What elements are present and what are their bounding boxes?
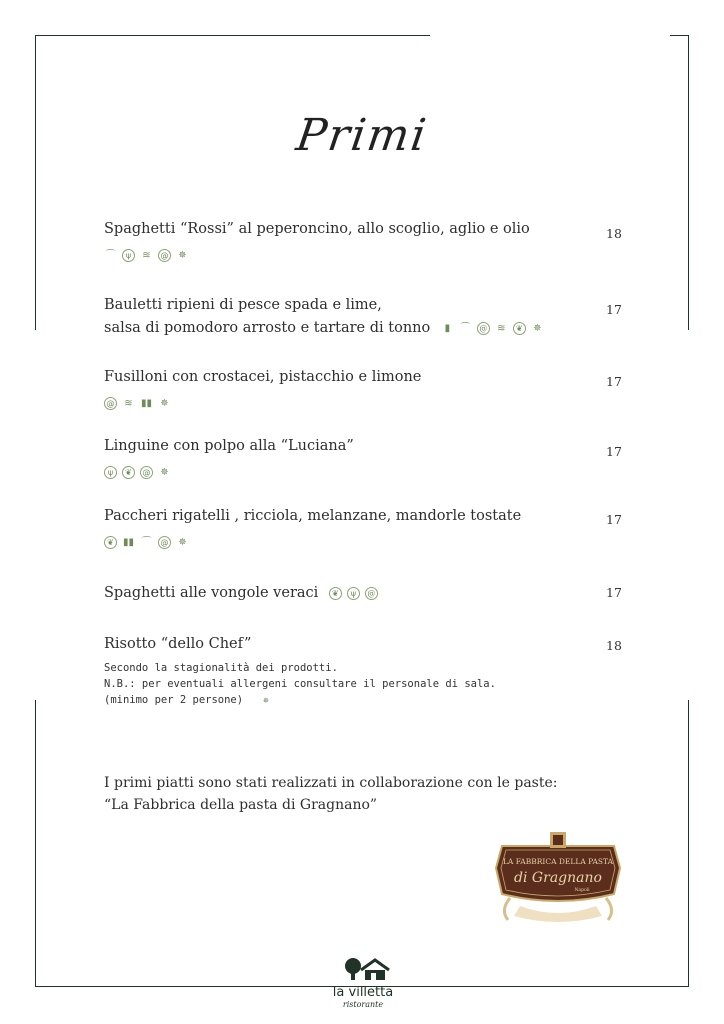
gluten-icon: ✵: [178, 250, 187, 261]
fish-icon: ≋: [142, 250, 151, 261]
allergen-icons: [104, 466, 624, 479]
risotto-note: [104, 660, 496, 708]
allergen-icons: [104, 249, 624, 262]
price: 17: [606, 585, 622, 600]
celery-icon: ❦: [104, 536, 117, 549]
nuts-icon: ▮▮: [122, 537, 134, 548]
collab-line: I primi piatti sono stati realizzati in collaborazione con le paste:: [104, 775, 558, 791]
celery-icon: ❦: [513, 322, 526, 335]
price: 17: [606, 374, 622, 389]
note-line: (minimo per 2 persone): [104, 694, 244, 706]
price: 18: [606, 226, 622, 241]
logo-name: la villetta: [332, 985, 394, 1000]
frame-gap: [430, 30, 670, 40]
menu-item: [104, 366, 624, 410]
dish-name: Spaghetti alle vongole veraci: [104, 585, 319, 601]
collab-line: “La Fabbrica della pasta di Gragnano”: [104, 797, 378, 813]
logo-top-text: LA FABBRICA DELLA PASTA: [502, 857, 614, 866]
logo-main-text: di Gragnano: [514, 870, 602, 886]
chili-icon: ⌒: [105, 250, 116, 261]
fish-icon: ≋: [124, 398, 133, 409]
dish-name: Bauletti ripieni di pesce spada e lime,: [104, 297, 382, 313]
mollusc-icon: @: [477, 322, 490, 335]
frame-gap: [684, 330, 694, 700]
mollusc-icon: @: [365, 587, 378, 600]
mollusc-icon: @: [140, 466, 153, 479]
note-line: Secondo la stagionalità dei prodotti.: [104, 662, 338, 674]
mollusc-icon: @: [158, 536, 171, 549]
nuts-icon: ▮▮: [140, 398, 152, 409]
menu-item: [104, 218, 624, 262]
collaboration-text: [104, 772, 557, 816]
frame-gap: [30, 330, 40, 700]
dish-name: Spaghetti “Rossi” al peperoncino, allo scoglio, aglio e olio: [104, 221, 530, 237]
note-line-row: [104, 692, 496, 708]
menu-item: [104, 633, 624, 656]
gluten-icon: ✵: [160, 467, 169, 478]
mollusc-icon: @: [104, 397, 117, 410]
celery-icon: ❦: [122, 466, 135, 479]
price: 18: [606, 638, 622, 653]
la-villetta-logo: [318, 956, 408, 1012]
menu-item: [104, 582, 624, 605]
note-line: N.B.: per eventuali allergeni consultare il personale di sala.: [104, 678, 496, 690]
dish-name: salsa di pomodoro arrosto e tartare di tonno: [104, 320, 431, 336]
chili-icon: ⌒: [460, 322, 471, 334]
fabbrica-pasta-logo: [490, 828, 626, 924]
house-tree-icon: [333, 956, 393, 982]
price: 17: [606, 512, 622, 527]
crustacean-icon: ψ: [347, 587, 360, 600]
allergen-icons: [104, 536, 624, 549]
crustacean-icon: ψ: [122, 249, 135, 262]
dish-name: Risotto “dello Chef”: [104, 636, 252, 652]
dish-name: Linguine con polpo alla “Luciana”: [104, 438, 354, 454]
page-title: Primi: [293, 110, 431, 161]
gluten-icon: ✵: [262, 695, 269, 706]
dish-name: Paccheri rigatelli , ricciola, melanzane, mandorle tostate: [104, 508, 522, 524]
allergen-icons: [104, 397, 624, 410]
menu-item: [104, 435, 624, 479]
gluten-icon: ✵: [160, 398, 169, 409]
fish-icon: ≋: [497, 322, 506, 334]
celery-icon: ❦: [329, 587, 342, 600]
price: 17: [606, 444, 622, 459]
allergen-icons: [329, 587, 378, 600]
chili-icon: ⌒: [141, 537, 152, 548]
menu-item: [104, 294, 624, 340]
dish-name-row: [104, 582, 624, 605]
price: 17: [606, 302, 622, 317]
gluten-icon: ✵: [533, 322, 542, 334]
gluten-icon: ✵: [178, 537, 187, 548]
mollusc-icon: @: [158, 249, 171, 262]
allergen-icons: [441, 322, 544, 335]
dairy-icon: ▮: [444, 322, 451, 334]
dish-name: Fusilloni con crostacei, pistacchio e limone: [104, 369, 422, 385]
logo-sub: ristorante: [342, 1000, 384, 1009]
menu-item: [104, 505, 624, 549]
dish-name-line2: [104, 317, 624, 340]
logo-small-text: Napoli: [574, 888, 590, 893]
crustacean-icon: ψ: [104, 466, 117, 479]
